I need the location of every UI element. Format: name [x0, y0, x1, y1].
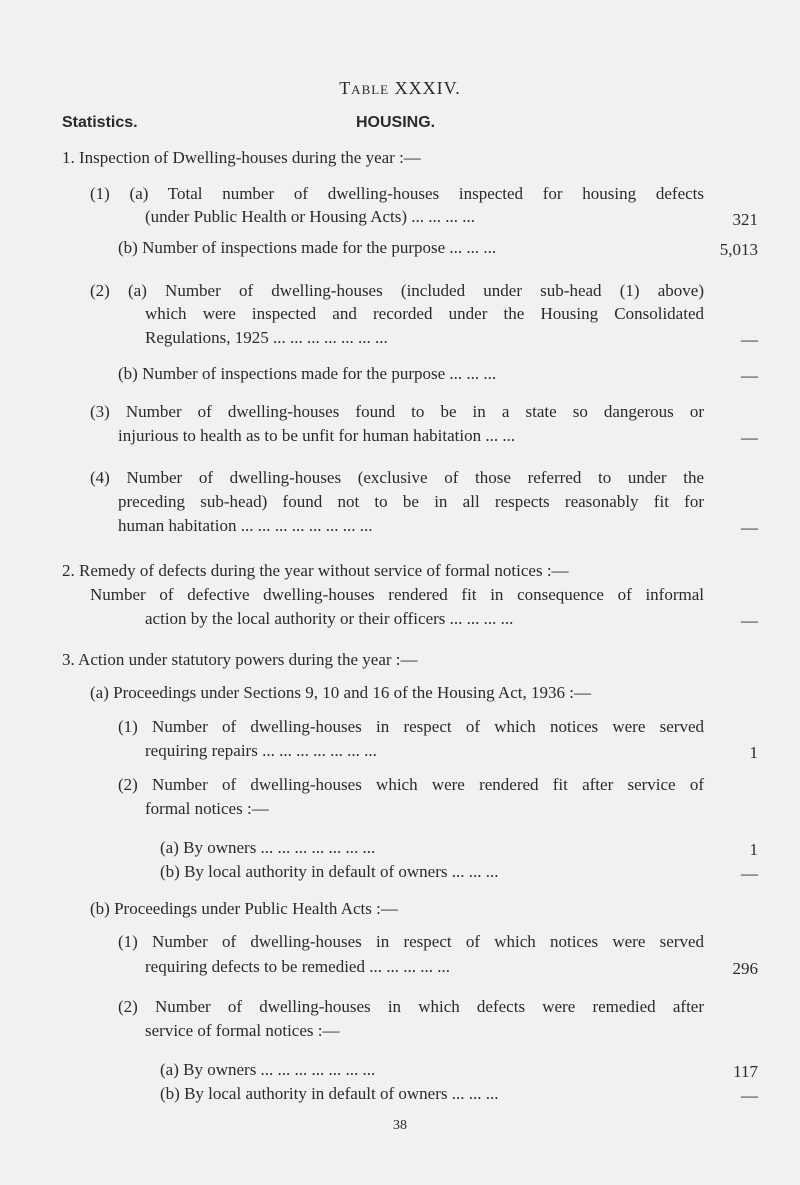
table-title: Table XXXIV. — [339, 78, 461, 98]
item-3a-2a: (a) By owners ... ... ... ... ... ... ... — [160, 838, 376, 857]
item-1-2a-line3: Regulations, 1925 ... ... ... ... ... ... ... — [145, 328, 388, 347]
page-number: 38 — [393, 1118, 407, 1133]
item-1-3-line1: (3) Number of dwelling-houses found to be in a state so dangerous or — [90, 402, 704, 421]
item-3b-1-line1: (1) Number of dwelling-houses in respect of which notices were served — [118, 932, 704, 951]
item-3a-2-line2: formal notices :— — [145, 799, 269, 818]
section-3-heading: 3. Action under statutory powers during the year :— — [62, 650, 418, 669]
item-1-3-line2: injurious to health as to be unfit for human habitation ... ... — [118, 426, 516, 445]
item-3a-2b-value: — — [741, 864, 758, 883]
item-1-1a-value: 321 — [732, 210, 758, 229]
item-1-2a-line1: (2) (a) Number of dwelling-houses (included under sub-head (1) above) — [90, 281, 704, 300]
section-2-line2: Number of defective dwelling-houses rendered fit in consequence of informal — [90, 585, 704, 604]
item-3a-2-line1: (2) Number of dwelling-houses which were rendered fit after service of — [118, 775, 704, 794]
item-1-2a-value: — — [741, 330, 758, 349]
item-3a-2b: (b) By local authority in default of owners ... ... ... — [160, 862, 499, 881]
item-3b-2a-value: 117 — [733, 1062, 758, 1081]
item-3b-2b-value: — — [741, 1086, 758, 1105]
item-3b-1-line2: requiring defects to be remedied ... ... ... ... ... — [145, 957, 450, 976]
item-3b-2-line1: (2) Number of dwelling-houses in which defects were remedied after — [118, 997, 704, 1016]
item-1-1a-line1: (1) (a) Total number of dwelling-houses inspected for housing defects — [90, 184, 704, 203]
section-2-heading: 2. Remedy of defects during the year without service of formal notices :— — [62, 561, 569, 580]
item-3a-1-line2: requiring repairs ... ... ... ... ... ... ... — [145, 741, 377, 760]
item-1-4-line1: (4) Number of dwelling-houses (exclusive of those referred to under the — [90, 468, 704, 487]
item-1-2b-value: — — [741, 366, 758, 385]
item-3b-1-value: 296 — [732, 959, 758, 978]
item-1-4-value: — — [741, 518, 758, 537]
item-3a-heading: (a) Proceedings under Sections 9, 10 and 16 of the Housing Act, 1936 :— — [90, 683, 591, 702]
item-3b-heading: (b) Proceedings under Public Health Acts :— — [90, 899, 398, 918]
item-1-1b: (b) Number of inspections made for the purpose ... ... ... — [118, 238, 497, 257]
item-3a-1-value: 1 — [749, 743, 758, 762]
item-1-1b-value: 5,013 — [719, 240, 758, 259]
item-1-3-value: — — [741, 428, 758, 447]
item-3b-2-line2: service of formal notices :— — [145, 1021, 340, 1040]
item-3b-2a: (a) By owners ... ... ... ... ... ... ... — [160, 1060, 376, 1079]
statistics-label: Statistics. — [62, 114, 138, 131]
item-1-2a-line2: which were inspected and recorded under the Housing Consolidated — [145, 304, 704, 323]
section-heading: HOUSING. — [356, 114, 436, 131]
section-1-heading: 1. Inspection of Dwelling-houses during the year :— — [62, 148, 421, 167]
item-3a-1-line1: (1) Number of dwelling-houses in respect of which notices were served — [118, 717, 704, 736]
item-1-4-line2: preceding sub-head) found not to be in all respects reasonably fit for — [118, 492, 704, 511]
item-1-4-line3: human habitation ... ... ... ... ... ... ... ... — [118, 516, 373, 535]
section-2-value: — — [741, 611, 758, 630]
item-1-1a-line2: (under Public Health or Housing Acts) ... ... ... ... — [145, 207, 476, 226]
item-1-2b: (b) Number of inspections made for the purpose ... ... ... — [118, 364, 497, 383]
item-3b-2b: (b) By local authority in default of owners ... ... ... — [160, 1084, 499, 1103]
section-2-line3: action by the local authority or their officers ... ... ... ... — [145, 609, 514, 628]
item-3a-2a-value: 1 — [749, 840, 758, 859]
